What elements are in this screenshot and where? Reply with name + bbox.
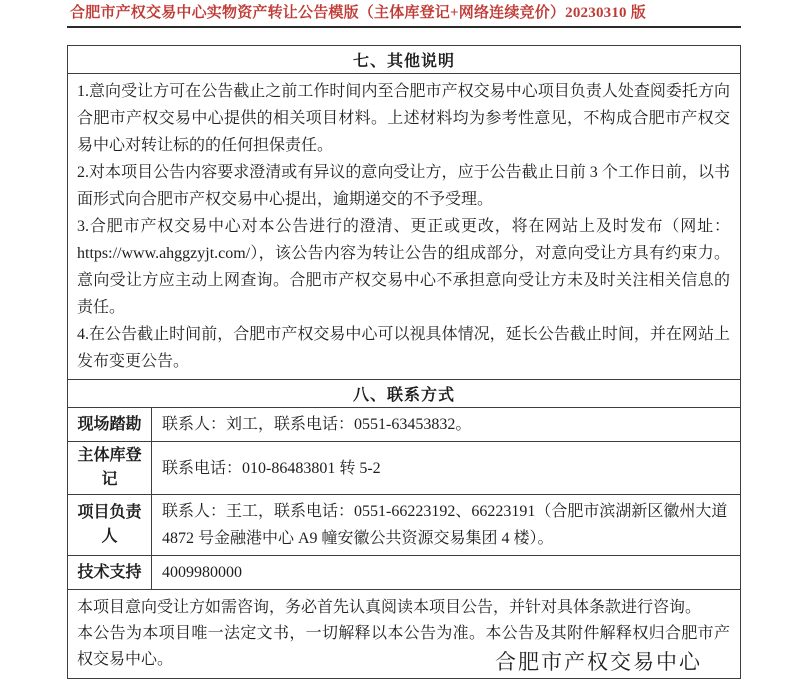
table-row-project-manager: [68, 495, 741, 556]
contact-value-tech-support: 4009980000: [152, 556, 741, 590]
other-note-item-4: 4.在公告截止时间前，合肥市产权交易中心可以视具体情况，延长公告截止时间，并在网站上发布变更公告。: [77, 326, 730, 370]
contact-label-project-manager: 项目负责人: [68, 495, 152, 556]
contact-value-site-survey: 联系人：刘工，联系电话：0551-63453832。: [152, 408, 741, 442]
section-header-row-contact: [68, 380, 741, 408]
table-row-site-survey: [68, 408, 741, 442]
header-divider-rule: [67, 26, 741, 28]
contact-label-registry: 主体库登记: [68, 442, 152, 495]
table-row-registry: [68, 442, 741, 495]
other-note-item-3: 3.合肥市产权交易中心对本公告进行的澄清、更正或更改，将在网站上及时发布（网址：https://www.ahggzyjt.com/），该公告内容为转让公告的组成部分，对意向受让方具有约束力。意向受让方应主动上网查询。合肥市产权交易中心不承担意向受让方未及时关注相关信息的责任。: [77, 218, 730, 316]
table-row-tech-support: [68, 556, 741, 590]
contact-value-project-manager: 联系人：王工，联系电话：0551-66223192、66223191（合肥市滨湖新区徽州大道 4872 号金融港中心 A9 幢安徽公共资源交易集团 4 楼）。: [152, 495, 741, 556]
closing-note-1: 本项目意向受让方如需咨询，务必首先认真阅读本项目公告，并针对具体条款进行咨询。: [77, 599, 702, 616]
document-header-title: 合肥市产权交易中心实物资产转让公告模版（主体库登记+网络连续竞价）20230310 版: [70, 5, 646, 21]
other-note-item-2: 2.对本项目公告内容要求澄清或有异议的意向受让方，应于公告截止日前 3 个工作日前，以书面形式向合肥市产权交易中心提出，逾期递交的不予受理。: [77, 164, 730, 208]
other-notes-cell: [68, 74, 741, 380]
contact-label-tech-support: 技术支持: [68, 556, 152, 590]
closing-note-2: 本公告为本项目唯一法定文书，一切解释以本公告为准。本公告及其附件解释权归合肥市产权交易中心。: [77, 625, 730, 668]
section-header-row-other-notes: [68, 46, 741, 74]
contact-label-site-survey: 现场踏勘: [68, 408, 152, 442]
contact-value-registry: 联系电话：010-86483801 转 5-2: [152, 442, 741, 495]
other-notes-row: [68, 74, 741, 380]
other-note-item-1: 1.意向受让方可在公告截止之前工作时间内至合肥市产权交易中心项目负责人处查阅委托方向合肥市产权交易中心提供的相关项目材料。上述材料均为参考性意见，不构成合肥市产权交易中心对转让标的的任何担保责任。: [77, 83, 730, 154]
announcement-table: [67, 45, 741, 679]
section-title-other-notes: 七、其他说明: [68, 46, 741, 74]
announcement-document: [67, 5, 741, 679]
section-title-contact: 八、联系方式: [68, 380, 741, 408]
issuer-signature: 合肥市产权交易中心: [495, 650, 702, 674]
